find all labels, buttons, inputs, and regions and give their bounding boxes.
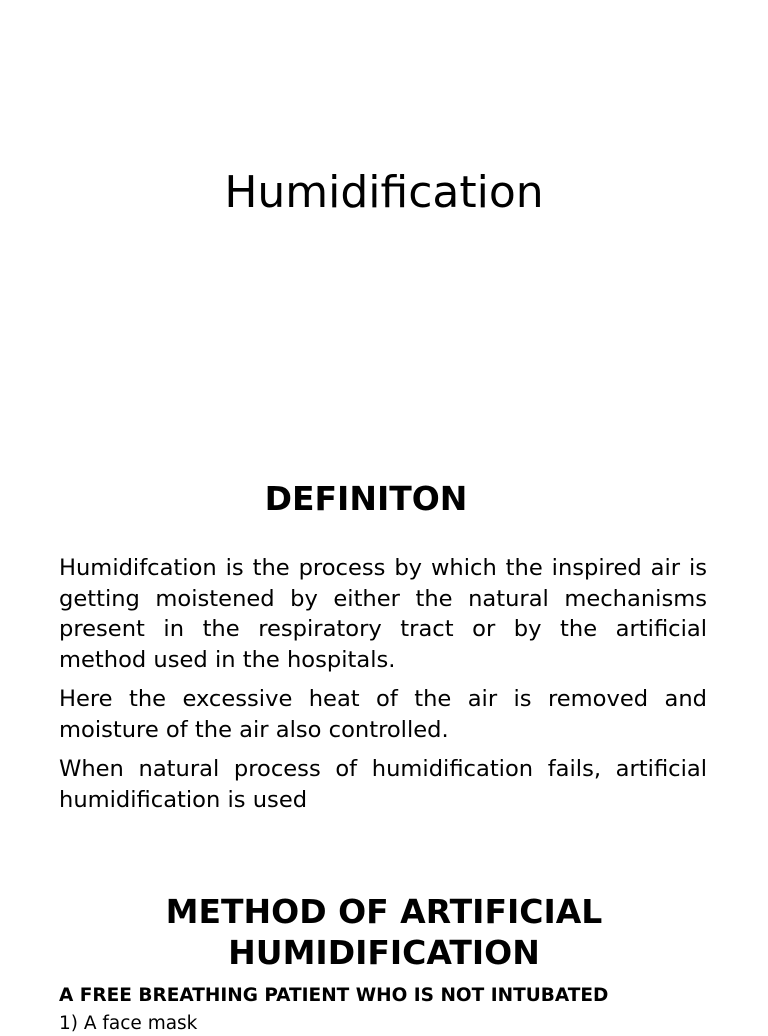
definition-heading: DEFINITON [264,479,468,518]
definition-paragraph-1: Humidifcation is the process by which the inspired air is getting moistened by either the natural mechanisms present in the respiratory tract or by the artificial method used in the hospitals. [59,555,707,673]
method-list-item: 1) A face mask [59,1013,198,1034]
method-heading [0,891,768,973]
method-heading-line-2: HUMIDIFICATION [228,933,540,972]
method-heading-line-1: METHOD OF ARTIFICIAL [165,892,603,931]
slide-title: Humidification [224,167,544,218]
definition-paragraph-3: When natural process of humidification fails, artificial humidification is used [59,756,707,813]
definition-paragraph-2: Here the excessive heat of the air is removed and moisture of the air also controlled. [59,686,707,743]
patient-type-subheading: A FREE BREATHING PATIENT WHO IS NOT INTUBATED [59,985,609,1006]
